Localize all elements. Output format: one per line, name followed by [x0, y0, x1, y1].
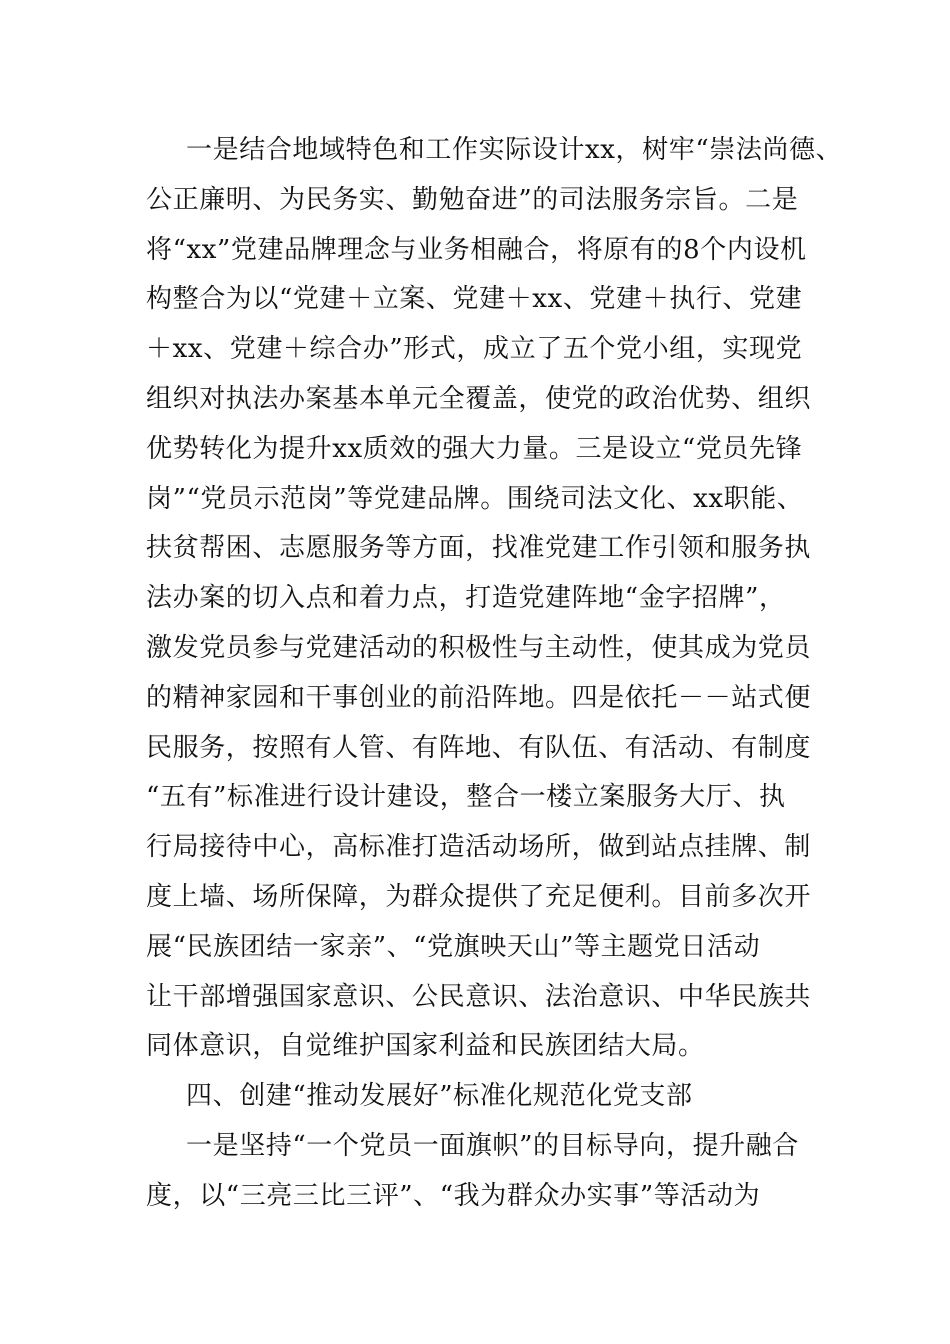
text-line: 行局接待中心，高标准打造活动场所，做到站点挂牌、制 — [146, 832, 812, 863]
text-line: 扶贫帮困、志愿服务等方面，找准党建工作引领和服务执 — [146, 533, 812, 564]
text-line: 将“xx”党建品牌理念与业务相融合，将原有的8个内设机 — [146, 234, 807, 265]
text-line: 优势转化为提升xx质效的强大力量。三是设立“党员先锋 — [146, 433, 803, 464]
text-line: 展“民族团结一家亲”、“党旗映天山”等主题党日活动 — [146, 931, 761, 962]
text-line: 构整合为以“党建＋立案、党建＋xx、党建＋执行、党建 — [146, 284, 803, 315]
text-line: “五有”标准进行设计建设，整合一楼立案服务大厅、执 — [146, 782, 786, 813]
text-line: 的精神家园和干事创业的前沿阵地。四是依托－－站式便 — [146, 682, 812, 713]
text-line: 让干部增强国家意识、公民意识、法治意识、中华民族共 — [146, 981, 812, 1012]
text-line: 度上墙、场所保障，为群众提供了充足便利。目前多次开 — [146, 881, 812, 912]
text-line: ＋xx、党建＋综合办”形式，成立了五个党小组，实现党 — [146, 334, 803, 365]
text-line: 岗”“党员示范岗”等党建品牌。围绕司法文化、xx职能、 — [146, 483, 804, 514]
text-line: 一是坚持“一个党员一面旗帜”的目标导向，提升融合 — [186, 1130, 799, 1161]
text-line: 同体意识，自觉维护国家利益和民族团结大局。 — [146, 1031, 705, 1062]
text-line: 激发党员参与党建活动的积极性与主动性，使其成为党员 — [146, 632, 812, 663]
text-line: 组织对执法办案基本单元全覆盖，使党的政治优势、组织 — [146, 383, 812, 414]
text-line: 民服务，按照有人管、有阵地、有队伍、有活动、有制度 — [146, 732, 812, 763]
text-line: 度，以“三亮三比三评”、“我为群众办实事”等活动为 — [146, 1180, 761, 1211]
body-text — [146, 126, 843, 1222]
section-heading: 四、创建“推动发展好”标准化规范化党支部 — [186, 1081, 693, 1112]
text-line: 一是结合地域特色和工作实际设计xx，树牢“崇法尚德、 — [186, 135, 843, 165]
text-line: 公正廉明、为民务实、勤勉奋进”的司法服务宗旨。二是 — [146, 184, 799, 215]
text-line: 法办案的切入点和着力点，打造党建阵地“金字招牌”， — [146, 583, 786, 614]
